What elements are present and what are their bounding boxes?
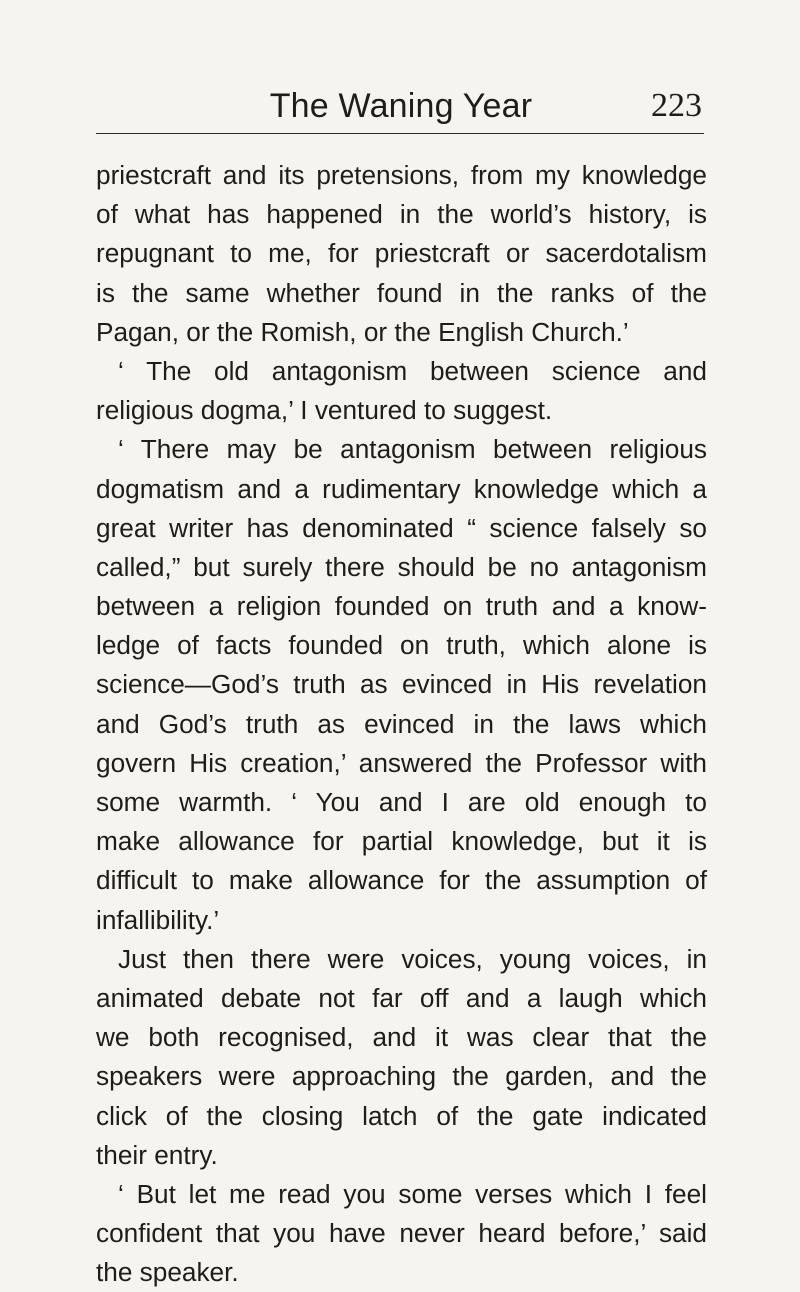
- text-line: click of the closing latch of the gate indicated: [96, 1100, 707, 1131]
- text-line: govern His creation,’ answered the Professor with: [96, 747, 707, 778]
- text-line: the speaker.: [96, 1257, 239, 1288]
- body-text: [96, 156, 707, 1292]
- text-line: and God’s truth as evinced in the laws which: [96, 708, 707, 739]
- text-line: priestcraft and its pretensions, from my knowledge: [96, 160, 707, 190]
- text-line: dogmatism and a rudimentary knowledge which a: [96, 473, 707, 504]
- text-line: repugnant to me, for priestcraft or sacerdotalism: [96, 238, 707, 269]
- text-line: is the same whether found in the ranks of the: [96, 277, 707, 308]
- text-line: great writer has denominated “ science falsely so: [96, 512, 707, 543]
- running-head: [98, 83, 704, 131]
- running-title: The Waning Year: [269, 87, 533, 125]
- text-line: ‘ But let me read you some verses which I feel: [118, 1178, 707, 1209]
- text-line: their entry.: [96, 1139, 218, 1170]
- text-line: between a religion founded on truth and a know-: [96, 591, 707, 622]
- text-line: difficult to make allowance for the assumption of: [96, 865, 707, 896]
- text-line: of what has happened in the world’s history, is: [96, 199, 707, 230]
- text-line: religious dogma,’ I ventured to suggest.: [96, 395, 553, 426]
- text-line: some warmth. ‘ You and I are old enough to: [96, 787, 707, 817]
- header-rule: [96, 133, 704, 134]
- text-line: Pagan, or the Romish, or the English Church.’: [96, 316, 629, 347]
- text-line: speakers were approaching the garden, and the: [96, 1061, 707, 1092]
- text-line: called,” but surely there should be no antagonism: [96, 551, 707, 582]
- text-line: science—God’s truth as evinced in His revelation: [96, 669, 707, 700]
- text-line: ‘ The old antagonism between science and: [118, 355, 707, 386]
- text-line: confident that you have never heard before,’ said: [96, 1218, 707, 1249]
- text-line: we both recognised, and it was clear that the: [96, 1022, 707, 1053]
- page-number: 223: [651, 87, 702, 124]
- text-line: animated debate not far off and a laugh which: [96, 982, 707, 1013]
- text-line: make allowance for partial knowledge, but it is: [96, 826, 707, 857]
- text-line: ledge of facts founded on truth, which alone is: [96, 630, 707, 661]
- text-line: Just then there were voices, young voices, in: [118, 943, 707, 974]
- text-line: infallibility.’: [96, 904, 220, 935]
- text-line: ‘ There may be antagonism between religious: [118, 434, 707, 465]
